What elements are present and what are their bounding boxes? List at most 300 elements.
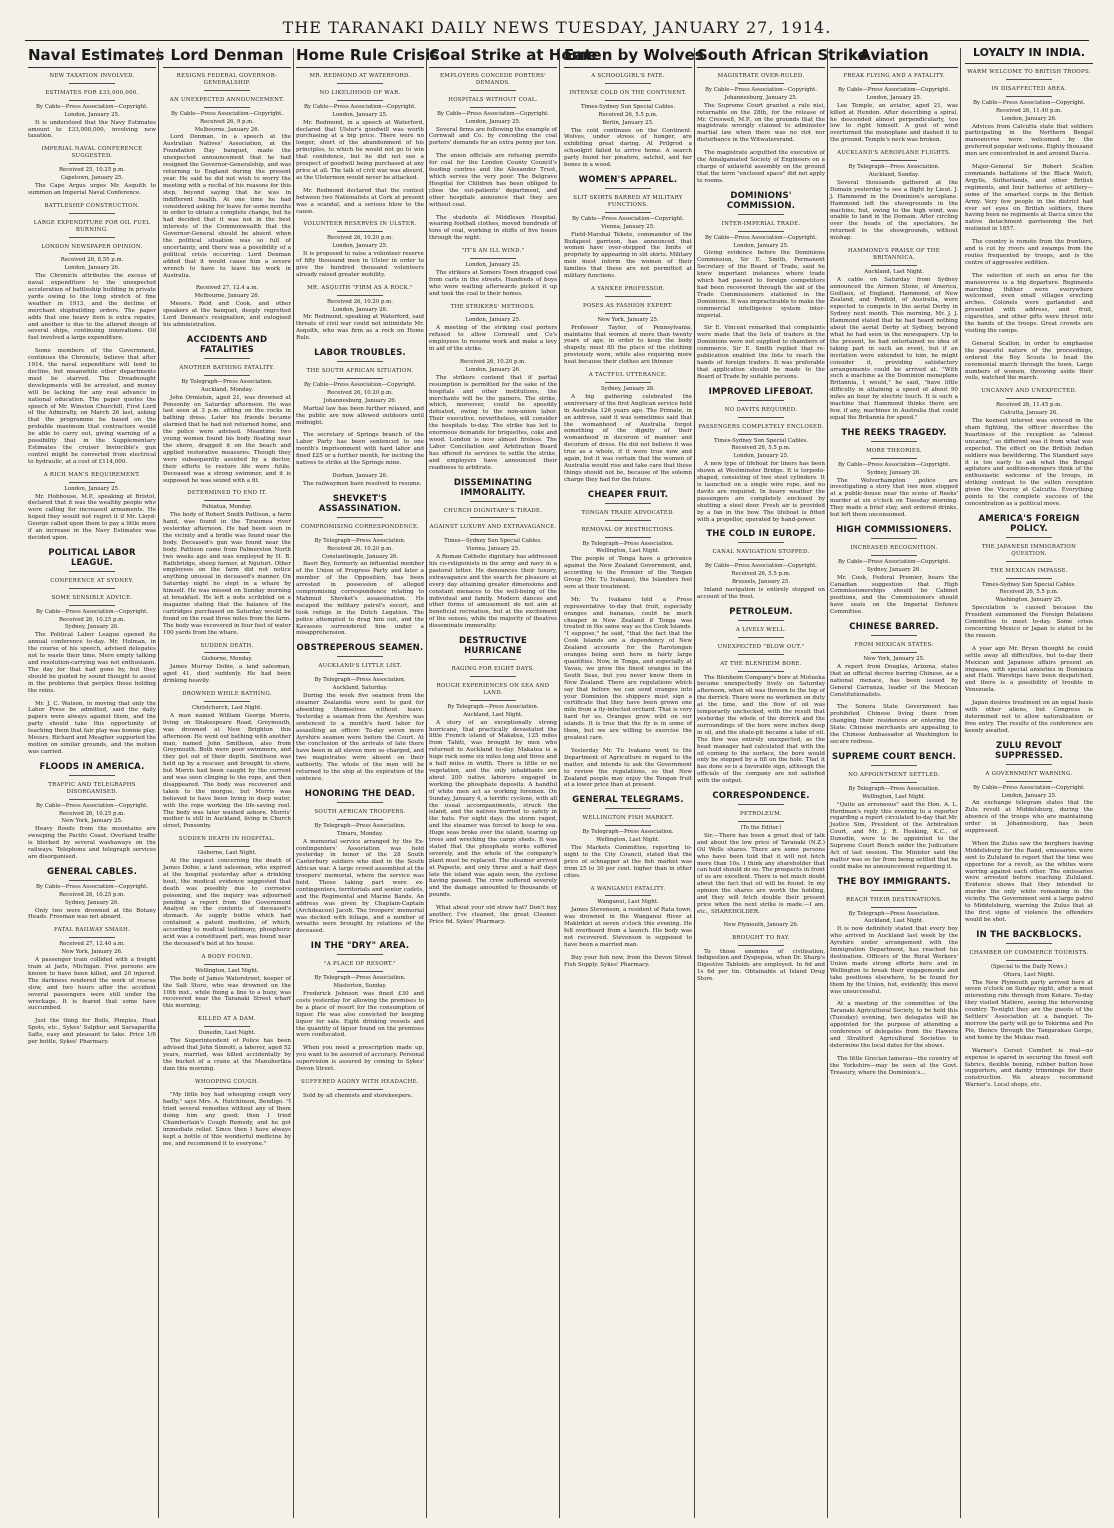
story xyxy=(697,811,825,916)
subheading-rule xyxy=(470,90,516,91)
dateline: By Cable—Press Association—Copyright. xyxy=(972,99,1086,106)
subheading-rule xyxy=(470,700,516,701)
story-text: The selection of such an area for the manoeuvres is a big departure. Regiments marching thither were everywhere welcomed, even small villages erecting arches. Colonels were garlanded and presented with address, and fruit, cigarettes, and other gifts were thrust into the hands of the troops. Great crowds are visiting the camps. xyxy=(965,272,1093,334)
story xyxy=(296,285,424,342)
story-subheading: A TACTFUL UTTERANCE. xyxy=(588,372,668,379)
story xyxy=(429,215,557,243)
dateline: Gisborne, Monday. xyxy=(201,656,253,663)
story xyxy=(429,73,557,91)
subheading-rule xyxy=(337,100,383,101)
story-text: Major-General Sir Robert Scallon commands battalions of the Black Watch, Argylls, Sutherlands, and other British regiments, and four batteries of artillery—some of the smartest corps in the British Army. Very few people in the district had ever set eyes on British soldiers, there having been no regiments at Dacca since the native detachment garrisoning the fort mutinied in 1857. xyxy=(965,164,1093,233)
story-text: Field-Marshal Tekete, commander of the Budapest garrison, has announced that women have over-stepped the limits of propriety by appearing in slit skirts. Military men must inform the women of their families that these are not permitted at military functions. xyxy=(564,231,692,280)
story-text: The students at Middlesex Hospital, wearing football clothes, moved hundreds of tons of coal, working in shifts of five hours through the night. xyxy=(429,214,557,242)
subheading-rule xyxy=(204,500,250,501)
story xyxy=(697,935,825,983)
subheading-rule xyxy=(738,945,784,946)
subheading-rule xyxy=(69,605,115,606)
story-headline: OBSTREPEROUS SEAMEN. xyxy=(296,643,424,654)
story xyxy=(296,494,424,518)
column-5 xyxy=(564,44,704,1522)
story-subheading: FROM MEXICAN STATES. xyxy=(854,642,934,649)
story xyxy=(697,791,825,805)
column-heading: Naval Estimates xyxy=(28,46,156,68)
subheading-rule xyxy=(1006,561,1052,562)
story-subheading: INTENSE COLD ON THE CONTINENT. xyxy=(569,89,687,96)
story xyxy=(965,341,1093,382)
dateline: Received 26, 10.25 p.m. xyxy=(58,616,125,623)
dateline: Vienna, January 25. xyxy=(601,223,655,230)
story xyxy=(830,704,958,745)
story-text: The Chronicle attributes the excess of naval expenditure to the unexpected acceleration of battleship building in private yards owing to the long stretch of fine weather in 1913, and the decline of merchant shipbuilding orders. The paper adds that one heavy item is extra repairs, and another is due to the altered design of several ships, continuing innovations. Oil fuel involved a large expenditure. xyxy=(28,273,156,342)
story-text: What about your old straw hat? Don't buy another, I've cleaned, the great Cleaner. Price 6d. Sykes' Pharmacy. xyxy=(429,905,557,925)
story-text: The secretary of Springs branch of the Labor Party has been sentenced to one month's imprisonment with hard labor and fined £25 or a further month, for inciting the natives to strike at the Springs mine. xyxy=(296,432,424,467)
dateline: By Telegraph—Press Association. xyxy=(314,537,406,544)
story-text: Heavy floods from the mountains are sweeping the Pacific Coast. Overland traffic is blocked by several washaways on the railways. Telephone and telegraph services are disorganised. xyxy=(28,826,156,860)
dateline: Sydney, January 26. xyxy=(64,624,120,631)
story xyxy=(564,490,692,504)
story xyxy=(296,663,424,783)
story xyxy=(296,221,424,278)
subheading-rule xyxy=(605,895,651,896)
story xyxy=(697,325,825,380)
story-text: The people of Tonga have a grievance against the New Zealand Government, and, according to the Premier of the Tongan Group (Mr. Tu Ivakano), the Islanders feel sore at their treatment. xyxy=(564,556,692,590)
story-subheading: POSES AS FASHION EXPERT. xyxy=(583,302,673,309)
story-subheading: A SCHOOLGIRL'S FATE. xyxy=(591,73,665,79)
dateline: New York, January 26. xyxy=(61,949,123,956)
story xyxy=(296,809,424,935)
subheading-rule xyxy=(69,937,115,938)
column-rule xyxy=(158,48,159,1518)
story-subheading: INCREASED RECOGNITION. xyxy=(850,544,938,551)
story-text: Inland navigation is entirely stopped on account of the frost. xyxy=(697,587,825,600)
story-text: Mr. Redmond, in a speech at Waterford, declared that Ulster's goodwill was worth purchasing at a big price. There were no longer, short of the abandonment of his principles, to which he would not go to win that confidence, but he did not see a prospect of goodwill being purchased at any price at all. The talk of civil war was absurd, as the Ulstermen would never be attacked. xyxy=(296,119,424,181)
subheading-rule xyxy=(470,107,516,108)
dateline: Dunedin, Last Night. xyxy=(198,1030,256,1037)
story xyxy=(830,525,958,539)
dateline: (To the Editor.) xyxy=(740,824,782,831)
story-text: It is understood that the Navy Estimates amount to £33,000,000, involving new taxation. xyxy=(28,119,156,140)
dateline: Washington, January 25. xyxy=(995,597,1063,604)
headline-rule xyxy=(204,358,250,359)
subheading-rule xyxy=(337,1089,383,1090)
story-subheading: UNCANNY AND UNEXPECTED. xyxy=(981,388,1077,395)
dateline: Received 26, 5.5 p.m. xyxy=(999,589,1059,596)
story xyxy=(28,867,156,922)
subheading-rule xyxy=(69,83,115,84)
story-subheading: NO DAVITS REQUIRED. xyxy=(724,406,798,413)
dateline: Constantinople, January 26. xyxy=(321,553,399,560)
story xyxy=(564,73,692,84)
story-subheading: SUDDEN DEATH. xyxy=(200,642,254,649)
subheading-rule xyxy=(738,637,784,638)
story-text: Lord Denman, in a speech at the Australian Natives' Association, at the Foundation Day banquet, made the unexpected announcement that he had resigned the Governor-Generalship, and was returning to England during the present year. He said he did not wish to worry the meeting with a recital of his reasons for this step, beyond saying that he was in indifferent health. At one time he had considered asking for leave for some months in order to obtain a complete change, but he had decided that it was not in the best interests of the Commonwealth that the Governor-General should be absent when the political situation was so full of uncertainty, and there was a possibility of a political crisis occurring. Lord Denman added that it would cause him a severe wrench to have to leave his work in Australia. xyxy=(163,134,291,279)
dateline: Johannesburg, January 26. xyxy=(323,397,397,404)
story xyxy=(28,244,156,343)
headline-rule xyxy=(337,361,383,362)
story xyxy=(28,220,156,238)
dateline: By Cable—Press Association—Copyright. xyxy=(35,608,149,615)
story-subheading: UNEXPECTED "BLOW OUT." xyxy=(717,643,805,650)
dateline: Received 26, 5.5 p.m. xyxy=(598,111,658,118)
headline-rule xyxy=(470,659,516,660)
dateline: Times—Sydney Sun Special Cables. xyxy=(444,538,542,545)
headline-rule xyxy=(1006,943,1052,944)
story-subheading: "IT'S AN ILL WIND." xyxy=(461,248,525,255)
story-text: Several firms are following the example of Cornwall and Co. by conceding the coal porters' demands for an extra penny per ton. xyxy=(429,126,557,147)
story-text: An exchange telegram states that the Zulu revolt at Middelsburg, during the absence of the troops who are maintaining order in Johannesburg, has been suppressed. xyxy=(965,800,1093,835)
dateline: By Telegraph—Press Association. xyxy=(181,378,273,385)
story-text: Basri Bey, formerly an influential member of the Union of Progress Party and later a member of the Opposition, has been arrested in possession of alleged compromising correspondence relating to Mahmud Shevket's assassination. He escaped the military patrol's escort, and took refuge in the Dutch Legation. The police attempted to drag him out, and the Kavasses surrendered him under a misapprehension. xyxy=(296,561,424,637)
story xyxy=(429,508,557,519)
subheading-rule xyxy=(204,107,250,108)
dateline: By Telegraph—Press Association. xyxy=(582,540,674,547)
story-text: Warner's Corset Comfort is real—no expense is spared in securing the finest soft fabrics, flexible boning, rubber button hose supporters, and dainty trimmings for their construction. We always recommend Warner's. Local shops, etc. xyxy=(965,1047,1093,1089)
subheading-rule xyxy=(337,819,383,820)
story xyxy=(697,191,825,215)
column-heading: Aviation xyxy=(830,46,958,68)
story-text: A story of an exceptionally strong hurricane, that practically devastated the little French island of Makatea, 125 miles from Tahiti, was brought by men who returned to Auckland to-day. Makatea is a huge rock some six miles long and three and a half miles in width. There is little or no vegetation, and the only inhabitants are about 200 native laborers engaged in working the phosphate deposits. A handful of white men act as working foremen. On Sunday, January 4, a terrific cyclone, with all the usual accompaniments, struck the island, and the natives hurried to safety in the huts. For eight days the storm raged, and the steamer was forced to keep to sea. Huge seas broke over the island, tearing up trees and wrecking the cargo sheds. It was stated that the phosphate works suffered severely, and the whole of the company's plant must be replaced. The steamer arrived at Papeete, and only three and a half days late the island was again seen, the cyclone having passed. The crew suffered severely and the damage amounted to thousands of pounds. xyxy=(429,719,557,899)
column-heading: Coal Strike at Home xyxy=(429,46,557,68)
dateline: London, January 26. xyxy=(465,366,521,373)
story xyxy=(965,164,1093,233)
dateline: Wanganui, Last Night. xyxy=(597,899,659,906)
subheading-rule xyxy=(69,253,115,254)
story-subheading: A YANKEE PROFESSOR. xyxy=(591,285,665,292)
dateline: Auckland, Sunday. xyxy=(868,171,920,178)
dateline: Times-Sydney Sun Special Cables. xyxy=(580,103,676,110)
column-rule xyxy=(426,48,427,1518)
story-subheading: TRAFFIC AND TELEGRAPHS DISORGANISED. xyxy=(48,781,136,795)
dateline: By Telegraph—Press Association. xyxy=(314,677,406,684)
story-subheading: WHOOPING COUGH. xyxy=(195,1078,259,1085)
story xyxy=(830,150,958,242)
column-4 xyxy=(429,44,598,1522)
story-subheading: NEW TAXATION INVOLVED. xyxy=(49,73,135,79)
story-text: Only two were drowned at the Botany Heads. Freeman was not aboard. xyxy=(28,907,156,921)
dateline: New York, January 25. xyxy=(863,656,925,662)
story xyxy=(965,950,1093,1042)
story-text: Mr. Cook, Federal Premier, hears the Canadian suggestion that High Commissionerships should be Cabinet positions, and the Commissioners should have seats on the Imperial Defence Committee. xyxy=(830,574,958,616)
story-subheading: REMOVAL OF RESTRICTIONS. xyxy=(581,526,675,533)
story-subheading: CHURCH DIGNITARY'S TIRADE. xyxy=(443,507,543,514)
dateline: By Cable—Press Association—Copyright. xyxy=(837,86,951,93)
headline-rule xyxy=(738,620,784,621)
headline-rule xyxy=(871,765,917,766)
headline-rule xyxy=(337,656,383,657)
subheading-rule xyxy=(470,534,516,535)
dateline: Times-Sydney Sun Special Cables. xyxy=(713,437,809,444)
story-text: Mr. J. C. Watson, in moving that only the Labor Press be admitted, said the daily papers were always against them, and the party should take this opportunity of teaching them that fair play was bonnie play. Messrs. Richard and Meagher supported the motion on similar grounds, and the motion was carried. xyxy=(28,700,156,755)
story xyxy=(697,221,825,320)
subheading-rule xyxy=(337,673,383,674)
story xyxy=(830,1056,958,1077)
story xyxy=(830,897,958,996)
story-text: During the week five seamen from the steamer Zealandia were sent to gaol for absenting themselves without leave. Yesterday a seaman from the Ayrshire was sentenced to a month's hard labor for assaulting an officer. To-day seven more Ayrshire seamen were before the Court. At the conclusion of the arrivals of late there have been in all eleven men so charged, and two magistrates were absent on their authority. The whole of the men will be returned to the ship at the expiration of the sentence. xyxy=(296,693,424,782)
story-text: Sold by all chemists and storekeepers. xyxy=(303,1092,413,1099)
dateline: By Telegraph—Press Association. xyxy=(848,164,940,171)
story xyxy=(28,1018,156,1046)
column-3 xyxy=(296,44,440,1522)
subheading-rule xyxy=(337,534,383,535)
dateline: London, January 25. xyxy=(733,453,789,460)
dateline: Wellington, Last Night. xyxy=(596,837,660,844)
subheading-rule xyxy=(605,83,651,84)
story xyxy=(965,514,1093,538)
story-text: The keenest interest was evinced in the sham fighting, the officer describes the heartiness of the reception as "almost uncanny," so different was it from what was expected. The effect on the British Indian soldiers was bewildering. The Standard says it is too early to ask what the Bengal agitators and sedition-mongers think of the enthusiastic welcome of the troops, in striking contrast to the sullen reception given the Viceroy at Calcutta. Everything points to the complete success of the concentration as a political move. xyxy=(965,418,1093,507)
column-heading: South African Strike xyxy=(697,46,825,68)
story-subheading: SUFFERED AGONY WITH HEADACHE. xyxy=(301,1078,419,1085)
story xyxy=(564,303,692,366)
story-headline: HIGH COMMISSIONERS. xyxy=(836,524,952,535)
story-subheading: A GOVERNMENT WARNING. xyxy=(985,770,1073,777)
dateline: Received 25, 10.25 p.m. xyxy=(58,167,125,174)
story-text: Speculation is caused because the President summoned the Foreign Relations Committee to meet to-day. Some crisis concerning Mexico or Japan is stated to be the reason. xyxy=(965,605,1093,639)
story-text: Some members of the Government, continues the Chronicle, believe that after 1914, the naval expenditure will tend to decline, but meanwhile other departments must be starved. The Dreadnought developments will be arrested, and money will be lacking for any real advance in national education. The paper quotes the speech of Mr. Winston Churchill, First Lord of the Admiralty, on March 26 last, asking that the programme be based on the probable maximum that contractors would be able to carry out, giving warning of a possibility that in the Supplementary Estimates the cruiser Invincible's gun control might be converted from electrical to hydraulic, at a cost of £114,000. xyxy=(28,348,156,465)
subheading-rule xyxy=(738,654,784,655)
dateline: By Cable—Press Association—Copyright. xyxy=(35,883,149,890)
dateline: Received 26, 11.45 p.m. xyxy=(995,402,1062,409)
story xyxy=(564,195,692,280)
story-subheading: DROWNED WHILE BATHING. xyxy=(182,691,272,698)
story-headline: CORRESPONDENCE. xyxy=(712,791,810,802)
story-subheading: VOLUNTEER RESERVES IN ULSTER. xyxy=(303,221,417,228)
dateline: By Telegraph—Press Association. xyxy=(848,785,940,792)
story xyxy=(697,607,825,621)
story xyxy=(429,666,557,677)
subheading-rule xyxy=(738,434,784,435)
story xyxy=(965,273,1093,335)
dateline: Pahiatua, Monday. xyxy=(201,504,253,511)
story-text: A memorial service arranged by the Ex-contingenters' Association was held yesterday in honor of the 28 South Canterbury soldiers who died in the South African war. A large crowd assembled at the troopers' memorial, where the service was held. Those taking part were ex-contingenters, territorials and senior cadets, and the Regimental and Marine Bands. An address was given by Chaplain-Captain (Archdeacon) Jacob. The troopers' memorial was decked with foliage, and a number of wreaths were brought by relations of the deceased. xyxy=(296,838,424,935)
story-subheading: MR. ASQUITH "FIRM AS A ROCK." xyxy=(307,284,413,291)
story xyxy=(830,545,958,616)
subheading-rule xyxy=(337,295,383,296)
story-subheading: RESIGNS FEDERAL GOVERNOR-GENERALSHIP. xyxy=(176,73,278,86)
story xyxy=(163,490,291,636)
story xyxy=(429,153,557,208)
story xyxy=(296,941,424,955)
story-text: The little Grecian lamerau—the country of the Yorkshire—may be seen at the Govt. Treasury, where the Dominion's... xyxy=(830,1055,958,1076)
story xyxy=(564,748,692,789)
dateline: By Cable—Press Association—Copyright. xyxy=(704,563,818,570)
headline-rule xyxy=(69,880,115,881)
story xyxy=(28,782,156,861)
subheading-rule xyxy=(337,378,383,379)
story-text: The body of James Waterstreet, keeper of the Salt Store, who was drowned on the 10th inst., while fixing a line to a buoy, was recovered near the Taranaki Street wharf this morning. xyxy=(163,975,291,1010)
story-subheading: CANAL NAVIGATION STOPPED. xyxy=(712,549,810,556)
story-text: Messrs. Reid and Cook, and other speakers at the banquet, deeply regretted Lord Denman's resignation, and eulogised his administration. xyxy=(163,301,291,328)
story-subheading: ANOTHER BATHING FATALITY. xyxy=(179,364,275,371)
story-headline: GENERAL TELEGRAMS. xyxy=(572,795,684,806)
subheading-rule xyxy=(738,671,784,672)
headline-rule xyxy=(605,808,651,809)
story-text: The railwaymen have resolved to resume. xyxy=(303,480,422,487)
story-subheading: MORE THEORIES. xyxy=(866,447,922,454)
dateline: Sydney, January 26. xyxy=(64,899,120,906)
story-headline: THE REEKS TRAGEDY. xyxy=(841,427,947,438)
subheading-rule xyxy=(470,676,516,677)
dateline: Times-Sydney Sun Special Cables. xyxy=(981,581,1077,588)
subheading-rule xyxy=(69,100,115,101)
story-subheading: BROUGHT TO BAY. xyxy=(732,934,790,941)
story xyxy=(697,549,825,600)
story-subheading: AT THE BLENHEIM BORE. xyxy=(720,660,802,667)
story xyxy=(697,387,825,401)
story xyxy=(429,905,557,926)
dateline: London, January 25. xyxy=(866,94,922,101)
subheading-rule xyxy=(1006,960,1052,961)
subheading-rule xyxy=(871,83,917,84)
story xyxy=(28,146,156,196)
dateline: Gisborne, Last Night. xyxy=(197,850,257,857)
dateline: By Cable—Press Association—Copyright. xyxy=(837,461,951,468)
story-text: Frederick Johnson was fined £30 and costs yesterday for allowing the premises to be a place of resort for the consumption of liquor. He was also convicted for keeping liquor for sale. Eight drinking vessels and the quantity of liquor found on the premises were confiscated. xyxy=(296,991,424,1039)
masthead xyxy=(0,0,1114,40)
headline-rule xyxy=(605,503,651,504)
subheading-rule xyxy=(605,382,651,383)
story-subheading: A RICH MAN'S REQUIREMENT. xyxy=(43,471,141,478)
column-rule xyxy=(960,48,961,1518)
subheading-rule xyxy=(204,375,250,376)
story xyxy=(564,597,692,742)
story xyxy=(28,927,156,1012)
subheading-rule xyxy=(1006,398,1052,399)
story xyxy=(296,90,424,182)
story-subheading: ROUGH EXPERIENCES ON SEA AND LAND. xyxy=(436,683,550,696)
dateline: London, January 26. xyxy=(332,306,388,313)
dateline: By Cable—Press Association—Copyright. xyxy=(303,382,417,388)
story-text: The Cape Argus urges Mr. Asquith to summon an Imperial Naval Conference. xyxy=(28,182,156,196)
story-subheading: REACH THEIR DESTINATIONS. xyxy=(845,896,943,903)
story-text: Martial law has been further relaxed, and the public are now allowed outdoors until midnight. xyxy=(296,405,424,426)
masthead-title: THE TARANAKI DAILY NEWS TUESDAY, JANUARY 27, 1914. xyxy=(282,18,832,37)
story-subheading: AUCKLAND'S LITTLE LIST. xyxy=(318,663,402,670)
dateline: By Cable—Press Association—Copyright. xyxy=(35,103,149,110)
story xyxy=(965,841,1093,924)
story-subheading: FREAK FLYING AND A FATALITY. xyxy=(843,73,945,79)
story-text: Sir E. Vincent remarked that complaints were made that the lists of traders in the Dominions were not supplied to chambers of commerce. Sir E. Smith replied that re-publication enabled the lists to reach the hands of foreign traders. It was preferable that application should be made to the Board of Trade by suitable persons. xyxy=(697,325,825,380)
story-headline: SHEVKET'S ASSASSINATION. xyxy=(318,493,402,514)
story-headline: CHEAPER FRUIT. xyxy=(587,489,669,500)
story xyxy=(296,1079,424,1100)
story-subheading: HAMMOND'S PRAISE OF THE BRITANNICA. xyxy=(847,248,941,261)
dateline: By Telegraph—Press Association. xyxy=(582,829,674,836)
subheading-rule xyxy=(204,701,250,702)
dateline: London, January 25. xyxy=(332,111,388,118)
story-headline: ACCIDENTS AND FATALITIES xyxy=(186,334,268,355)
subheading-rule xyxy=(204,964,250,965)
story-text: "Quite an erroneous" said the Hon. A. L. Herdman's reply this evening to a reporter regarding a report circulated to-day that Mr. Justice Sim, President of the Arbitration Court, and Mr. J. R. Hosking, K.C., of Dunedin, were to be appointed to the Supreme Court Bench under the Judicature Act of last session. The Minister said the matter was so far from being settled that he could make no announcement regarding it. xyxy=(830,801,958,870)
story-subheading: HOSPITALS WITHOUT COAL. xyxy=(448,96,538,103)
story xyxy=(697,661,825,785)
story-text: The country is remote from the frontiers, and is cut by rivers and swamps from the routes frequented by troops, and is the centre of aggressive sedition. xyxy=(965,239,1093,266)
column-rule xyxy=(559,48,560,1518)
story xyxy=(564,286,692,297)
story xyxy=(163,1016,291,1072)
subheading-rule xyxy=(69,482,115,483)
dateline: Calcutta, January 26. xyxy=(1000,410,1058,417)
story xyxy=(564,886,692,949)
subheading-rule xyxy=(738,83,784,84)
dateline: Received 26, 10.20 p.m. xyxy=(326,389,393,396)
dateline: Capetown, January 25. xyxy=(60,175,124,182)
story-headline: PETROLEUM. xyxy=(729,606,793,617)
headline-rule xyxy=(871,635,917,636)
story xyxy=(429,304,557,353)
story xyxy=(163,285,291,328)
subheading-rule xyxy=(605,212,651,213)
story-subheading: KILLED AT A DAM. xyxy=(197,1016,257,1023)
subheading-rule xyxy=(470,313,516,314)
story-text: The strikers at Somers Town dragged coal from carts in the streets. Hundreds of boys who were waiting afterwards picked it up and took the coal to their homes. xyxy=(429,269,557,297)
story-text: Lee Temple, an aviator, aged 21, was killed at Hendon. After describing a spiral, he descended almost perpendicularly, too low to right himself. A gust of wind overturned the monoplane and dashed it to the ground. Temple's neck was broken. xyxy=(830,102,958,144)
dateline: New Plymouth, January 26. xyxy=(723,921,799,928)
subheading-rule xyxy=(605,537,651,538)
story xyxy=(296,368,424,426)
story-text: The New Plymouth party arrived here at seven o'clock on Sunday night, after a most interesting ride through from Kotare. To-day they visited Matiere, seeing the intervening country. To-night they are the guests of the Settlers' Association at a banquet. To-morrow the party will go to Tokirima and Pio Pio, thence through the Tangarakau Gorge, and home by the Mokau road. xyxy=(965,979,1093,1041)
column-heading: Lord Denman xyxy=(163,46,291,68)
story xyxy=(830,428,958,442)
dateline: London, January 25. xyxy=(332,243,388,250)
story-headline: IN THE "DRY" AREA. xyxy=(310,941,410,952)
story xyxy=(28,472,156,542)
dateline: Ohura, Last Night. xyxy=(1003,971,1055,978)
dateline: Received 26, 10.20 p.m. xyxy=(459,359,526,365)
headline-rule xyxy=(337,517,383,518)
story xyxy=(965,646,1093,694)
dateline: New York, January 25. xyxy=(597,316,659,323)
story-headline: THE COLD IN EUROPE. xyxy=(706,529,816,540)
story xyxy=(830,448,958,519)
story xyxy=(429,248,557,297)
story-text: A Roman Catholic dignitary has addressed his co-religionists in the army and navy in a pastoral letter. He denounces their luxury, extravagance and the search for pleasure at every day attaining greater dimensions and constant menaces to the well-being of the individual and family. Modern dances and other forms of amusement do not aim at beneficial recreation, but at the excitement of the senses, while the majority of theatres disseminate immorality. xyxy=(429,554,557,630)
subheading-rule xyxy=(738,417,784,418)
story xyxy=(564,527,692,591)
story xyxy=(163,643,291,686)
headline-rule xyxy=(871,538,917,539)
story-text: "My little boy had whooping cough very badly," says Mrs. A. Hutchinson, Bendigo. "I tried several remedies without any of them doing him any good; then I tried Chamberlain's Cough Remedy, and he got immediate relief. Since then I have always kept a bottle of this wonderful medicine by me, and recommend it to everyone." xyxy=(163,1092,291,1147)
story xyxy=(564,510,692,521)
story xyxy=(296,348,424,362)
story xyxy=(830,772,958,871)
subheading-rule xyxy=(871,555,917,556)
story xyxy=(830,622,958,636)
subheading-rule xyxy=(204,1088,250,1089)
story-subheading: NO LIKELIHOOD OF WAR. xyxy=(319,89,401,96)
subheading-rule xyxy=(738,821,784,822)
story xyxy=(965,568,1093,640)
story xyxy=(163,954,291,1010)
subheading-rule xyxy=(871,160,917,161)
subheading-rule xyxy=(605,825,651,826)
story-text: Professor Taylor, of Pennsylvania, maintains that women at more than twenty years of age, in order to keep the body shapely, must fill the place of the clothing previously worn, while also requiring more heat because their clothes are thinner. xyxy=(564,324,692,366)
dateline: By Cable—Press Association—Copyright. xyxy=(436,110,550,117)
subheading-rule xyxy=(738,559,784,560)
story-text: The Supreme Court granted a rule nisi, returnable on the 28th, for the release of Mr. Creswell, M.P., on the grounds that the magistrate wrongly claimed to administer martial law when there was no riot nor disturbance in the Witwatersrand. xyxy=(697,102,825,144)
story-subheading: RAGING FOR EIGHT DAYS. xyxy=(451,666,535,673)
dateline: Johannesburg, January 25. xyxy=(724,94,798,101)
column-2 xyxy=(163,44,291,1522)
story-subheading: ESTIMATES FOR £33,000,000. xyxy=(45,89,139,96)
story-text: To those enemies of civilisation, Indigestion and Dyspepsia, when Dr. Sharp's Digestive Tabloids are employed. In 6d and 1s 6d per tin. Obtainable at Island Drug Store. xyxy=(697,948,825,983)
story xyxy=(965,69,1093,80)
story xyxy=(965,86,1093,158)
dateline: Wellington, Last Night. xyxy=(596,548,660,555)
story xyxy=(28,701,156,756)
dateline: Received 26, 5.5 p.m. xyxy=(731,445,791,452)
story xyxy=(296,789,424,803)
story xyxy=(163,691,291,830)
